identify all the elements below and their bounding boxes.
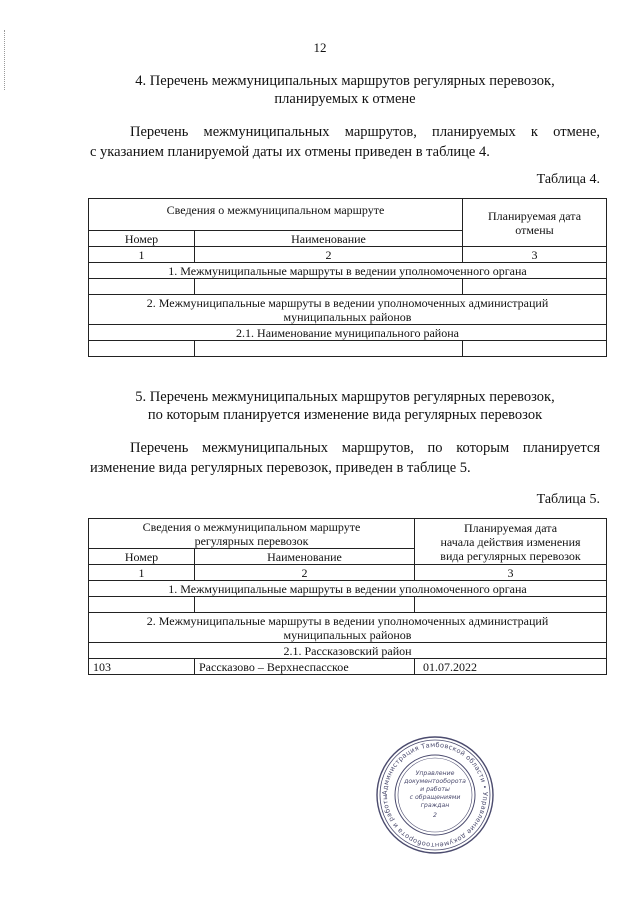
table-4-section-2-1: 2.1. Наименование муниципального района	[89, 325, 607, 341]
section-5-heading	[90, 388, 600, 424]
table-5-index-2: 2	[195, 565, 415, 581]
table-5-section-2-1: 2.1. Рассказовский район	[89, 643, 607, 659]
table-5-route-name: Рассказово – Верхнеспасское	[195, 659, 415, 675]
table-5-route-date: 01.07.2022	[415, 659, 607, 675]
table-4-empty-row	[89, 341, 607, 357]
table-5-caption: Таблица 5.	[536, 492, 600, 507]
official-stamp	[375, 735, 495, 855]
table-4-number-header: Номер	[89, 231, 195, 247]
table-5-index-1: 1	[89, 565, 195, 581]
page-number: 12	[313, 40, 327, 55]
table-4-caption: Таблица 4.	[536, 172, 600, 187]
stamp-center-line5: граждан	[420, 802, 450, 809]
stamp-seal-icon	[375, 735, 495, 855]
stamp-center-line2: документооборота	[404, 778, 466, 785]
section-4-paragraph-line2: с указанием планируемой даты их отмены приведен в таблице 4.	[90, 144, 490, 160]
table-5-date-header-line3: вида регулярных перевозок	[440, 548, 581, 563]
table-4-date-header-line1: Планируемая дата	[487, 208, 582, 223]
table-4-section-2-line2: муниципальных районов	[283, 309, 412, 324]
table-5-date-header-line1: Планируемая дата	[463, 520, 558, 535]
table-5-section-2-line1: 2. Межмуниципальные маршруты в ведении уполномоченных администраций	[146, 613, 549, 628]
table-4-index-1: 1	[89, 247, 195, 263]
section-4-paragraph	[90, 122, 600, 162]
table-4-date-header	[463, 199, 607, 247]
stamp-center-line4: с обращениями	[409, 794, 461, 801]
table-5-section-2	[89, 613, 607, 643]
scan-margin-mark	[4, 30, 6, 90]
section-5-heading-line1: 5. Перечень межмуниципальных маршрутов регулярных перевозок,	[135, 389, 555, 405]
stamp-center-number: 2	[433, 812, 437, 819]
table-5	[88, 518, 607, 675]
table-5-route-number: 103	[89, 659, 195, 675]
section-4-paragraph-line1: Перечень межмуниципальных маршрутов, планируемых к отмене,	[130, 124, 600, 140]
table-4-section-2-line1: 2. Межмуниципальные маршруты в ведении уполномоченных администраций	[146, 295, 549, 310]
table-5-section-1: 1. Межмуниципальные маршруты в ведении уполномоченного органа	[89, 581, 607, 597]
table-4-group-header: Сведения о межмуниципальном маршруте	[89, 199, 463, 231]
table-4-section-2	[89, 295, 607, 325]
section-4-heading	[90, 72, 600, 108]
table-4-empty-row	[89, 279, 607, 295]
stamp-center-line3: и работы	[420, 786, 450, 793]
table-4-section-1: 1. Межмуниципальные маршруты в ведении уполномоченного органа	[89, 263, 607, 279]
table-4-name-header: Наименование	[195, 231, 463, 247]
section-5-paragraph-line1: Перечень межмуниципальных маршрутов, по которым планируется	[130, 440, 600, 456]
table-4-index-2: 2	[195, 247, 463, 263]
table-5-group-header	[89, 519, 415, 549]
table-5-number-header: Номер	[89, 549, 195, 565]
table-5-section-2-line2: муниципальных районов	[283, 627, 412, 642]
table-5-empty-row	[89, 597, 607, 613]
section-5-heading-line2: по которым планируется изменение вида регулярных перевозок	[147, 407, 543, 423]
table-5-data-row	[89, 659, 607, 675]
section-5-paragraph-line2: изменение вида регулярных перевозок, приведен в таблице 5.	[90, 460, 471, 476]
table-5-group-header-line2: регулярных перевозок	[194, 533, 309, 548]
table-5-date-header-line2: начала действия изменения	[440, 534, 581, 549]
stamp-ring-text: Администрация Тамбовской области • Управление документооборота и работы	[380, 740, 490, 850]
table-5-date-header	[415, 519, 607, 565]
table-4-date-header-line2: отмены	[515, 222, 554, 237]
section-5-paragraph	[90, 438, 600, 478]
stamp-center-line1: Управление	[415, 770, 455, 777]
table-5-name-header: Наименование	[195, 549, 415, 565]
table-4	[88, 198, 607, 357]
table-4-index-3: 3	[463, 247, 607, 263]
section-4-heading-line2: планируемых к отмене	[274, 91, 416, 107]
table-5-group-header-line1: Сведения о межмуниципальном маршруте	[142, 519, 361, 534]
section-4-heading-line1: 4. Перечень межмуниципальных маршрутов регулярных перевозок,	[135, 73, 555, 89]
table-5-index-3: 3	[415, 565, 607, 581]
